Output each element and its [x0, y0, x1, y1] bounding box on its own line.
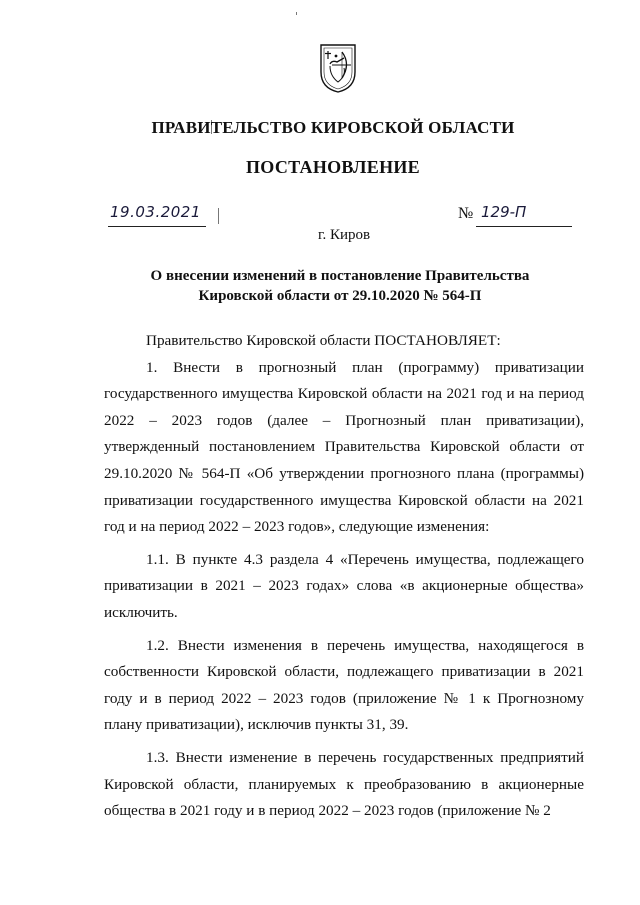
preamble: Правительство Кировской области ПОСТАНОВЛЯЕТ: [146, 332, 501, 349]
paragraph-1-1: 1.1. В пункте 4.3 раздела 4 «Перечень имущества, подлежащего приватизации в 2021 – 2023 годах» слова «в акционерные общества» исключить. [104, 550, 584, 621]
paragraph-1: 1. Внести в прогнозный план (программу) приватизации государственного имущества Кировской области на 2021 год и на период 2022 – 2023 годов (далее – Прогнозный план приватизации), утвержденный постановлением Правительства Кировской области от 29.10.2020 № 564-П «Об утверждении прогнозного плана (программы) приватизации государственного имущества Кировской области на 2021 год и на период 2022 – 2023 годов», следующие изменения: [104, 358, 584, 536]
paragraph-1-3: 1.3. Внести изменение в перечень государственных предприятий Кировской области, планируемых к преобразованию в акционерные общества в 2021 году и в период 2022 – 2023 годов (приложение № 2 [104, 748, 584, 820]
kirov-coat-of-arms-icon [318, 42, 358, 94]
paragraph-1-2: 1.2. Внести изменения в перечень имущества, находящегося в собственности Кировской области, подлежащего приватизации в 2021 году и в период 2022 – 2023 годов (приложение № 1 к Прогнозному плану приватизации), исключив пункты 31, 39. [104, 636, 584, 734]
document-subject [130, 266, 550, 306]
city: г. Киров [318, 227, 371, 243]
scan-mark [218, 208, 219, 224]
subject-line-1: О внесении изменений в постановление Правительства [150, 268, 530, 284]
scan-mark [296, 12, 297, 15]
document-type-title: ПОСТАНОВЛЕНИЕ [246, 157, 420, 177]
document-date: 19.03.2021 [110, 203, 201, 221]
document-body [104, 328, 584, 825]
org-title: ПРАВИТЕЛЬСТВО КИРОВСКОЙ ОБЛАСТИ [151, 118, 515, 137]
subject-line-2: Кировской области от 29.10.2020 № 564-П [198, 288, 482, 304]
document-number: 129-П [481, 203, 527, 221]
number-label: № [458, 205, 474, 222]
